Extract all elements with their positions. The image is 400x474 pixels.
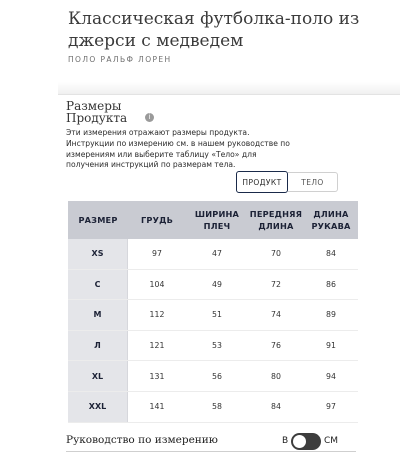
front-length-cell: 84 [271, 402, 281, 412]
unit-cm-label: СМ [324, 436, 339, 446]
shoulder-cell: 58 [212, 402, 222, 412]
size-table-header [68, 201, 358, 239]
table-row [68, 361, 358, 392]
chest-cell: 121 [149, 341, 165, 351]
size-section-title [66, 100, 127, 124]
info-icon[interactable]: i [145, 113, 154, 122]
size-cell: XXL [68, 392, 128, 422]
product-title: Классическая футболка-поло из джерси с медведем [68, 9, 360, 51]
table-row [68, 270, 358, 301]
sleeve-cell: 89 [326, 310, 336, 320]
front-length-cell: 70 [271, 249, 281, 259]
unit-toggle[interactable] [291, 433, 321, 450]
section-divider [58, 94, 400, 95]
shoulder-cell: 51 [212, 310, 222, 320]
front-length-cell: 80 [271, 371, 281, 381]
chest-cell: 104 [149, 279, 165, 289]
measure-type-tabs [236, 171, 338, 193]
shoulder-cell: 53 [212, 341, 222, 351]
size-section-title-line2: Продукта [66, 111, 128, 125]
table-row [68, 300, 358, 331]
sleeve-cell: 91 [326, 341, 336, 351]
size-section-title-line1: Размеры [66, 99, 122, 113]
table-row [68, 392, 358, 423]
sleeve-cell: 97 [326, 402, 336, 412]
shoulder-cell: 56 [212, 371, 222, 381]
size-table [68, 201, 358, 423]
chest-cell: 131 [149, 371, 165, 381]
tab-product[interactable]: ПРОДУКТ [236, 171, 288, 193]
tab-body[interactable]: ТЕЛО [288, 172, 338, 192]
sleeve-cell: 94 [326, 371, 336, 381]
brand-name: ПОЛО РАЛЬФ ЛОРЕН [68, 55, 172, 64]
front-length-cell: 74 [271, 310, 281, 320]
header-chest: ГРУДЬ [140, 215, 174, 225]
size-cell: XS [68, 239, 128, 269]
table-row [68, 239, 358, 270]
table-row [68, 331, 358, 362]
measurement-guide-link[interactable]: Руководство по измерению [66, 434, 218, 446]
shoulder-cell: 47 [212, 249, 222, 259]
chest-cell: 97 [152, 249, 162, 259]
section-band [58, 82, 400, 94]
size-cell: XL [68, 361, 128, 391]
front-length-cell: 72 [271, 279, 281, 289]
size-description: Эти измерения отражают размеры продукта. Инструкции по измерению см. в нашем руководстве по измерениям или выберите таблицу «Тело» для получения инструкций по размерам тела. [66, 128, 290, 170]
size-cell: Л [68, 331, 128, 361]
header-size: РАЗМЕР [78, 215, 118, 225]
sleeve-cell: 84 [326, 249, 336, 259]
size-cell: С [68, 270, 128, 300]
shoulder-cell: 49 [212, 279, 222, 289]
chest-cell: 112 [149, 310, 165, 320]
sleeve-cell: 86 [326, 279, 336, 289]
size-cell: M [68, 300, 128, 330]
toggle-knob [293, 435, 306, 448]
guide-underline [66, 451, 356, 452]
header-sleeve-length: ДЛИНА РУКАВА [311, 209, 351, 231]
header-front-length: ПЕРЕДНЯЯ ДЛИНА [249, 209, 303, 231]
unit-inches-label: В [282, 436, 289, 446]
chest-cell: 141 [149, 402, 165, 412]
front-length-cell: 76 [271, 341, 281, 351]
header-shoulder-width: ШИРИНА ПЛЕЧ [194, 209, 240, 231]
size-table-body [68, 239, 358, 423]
